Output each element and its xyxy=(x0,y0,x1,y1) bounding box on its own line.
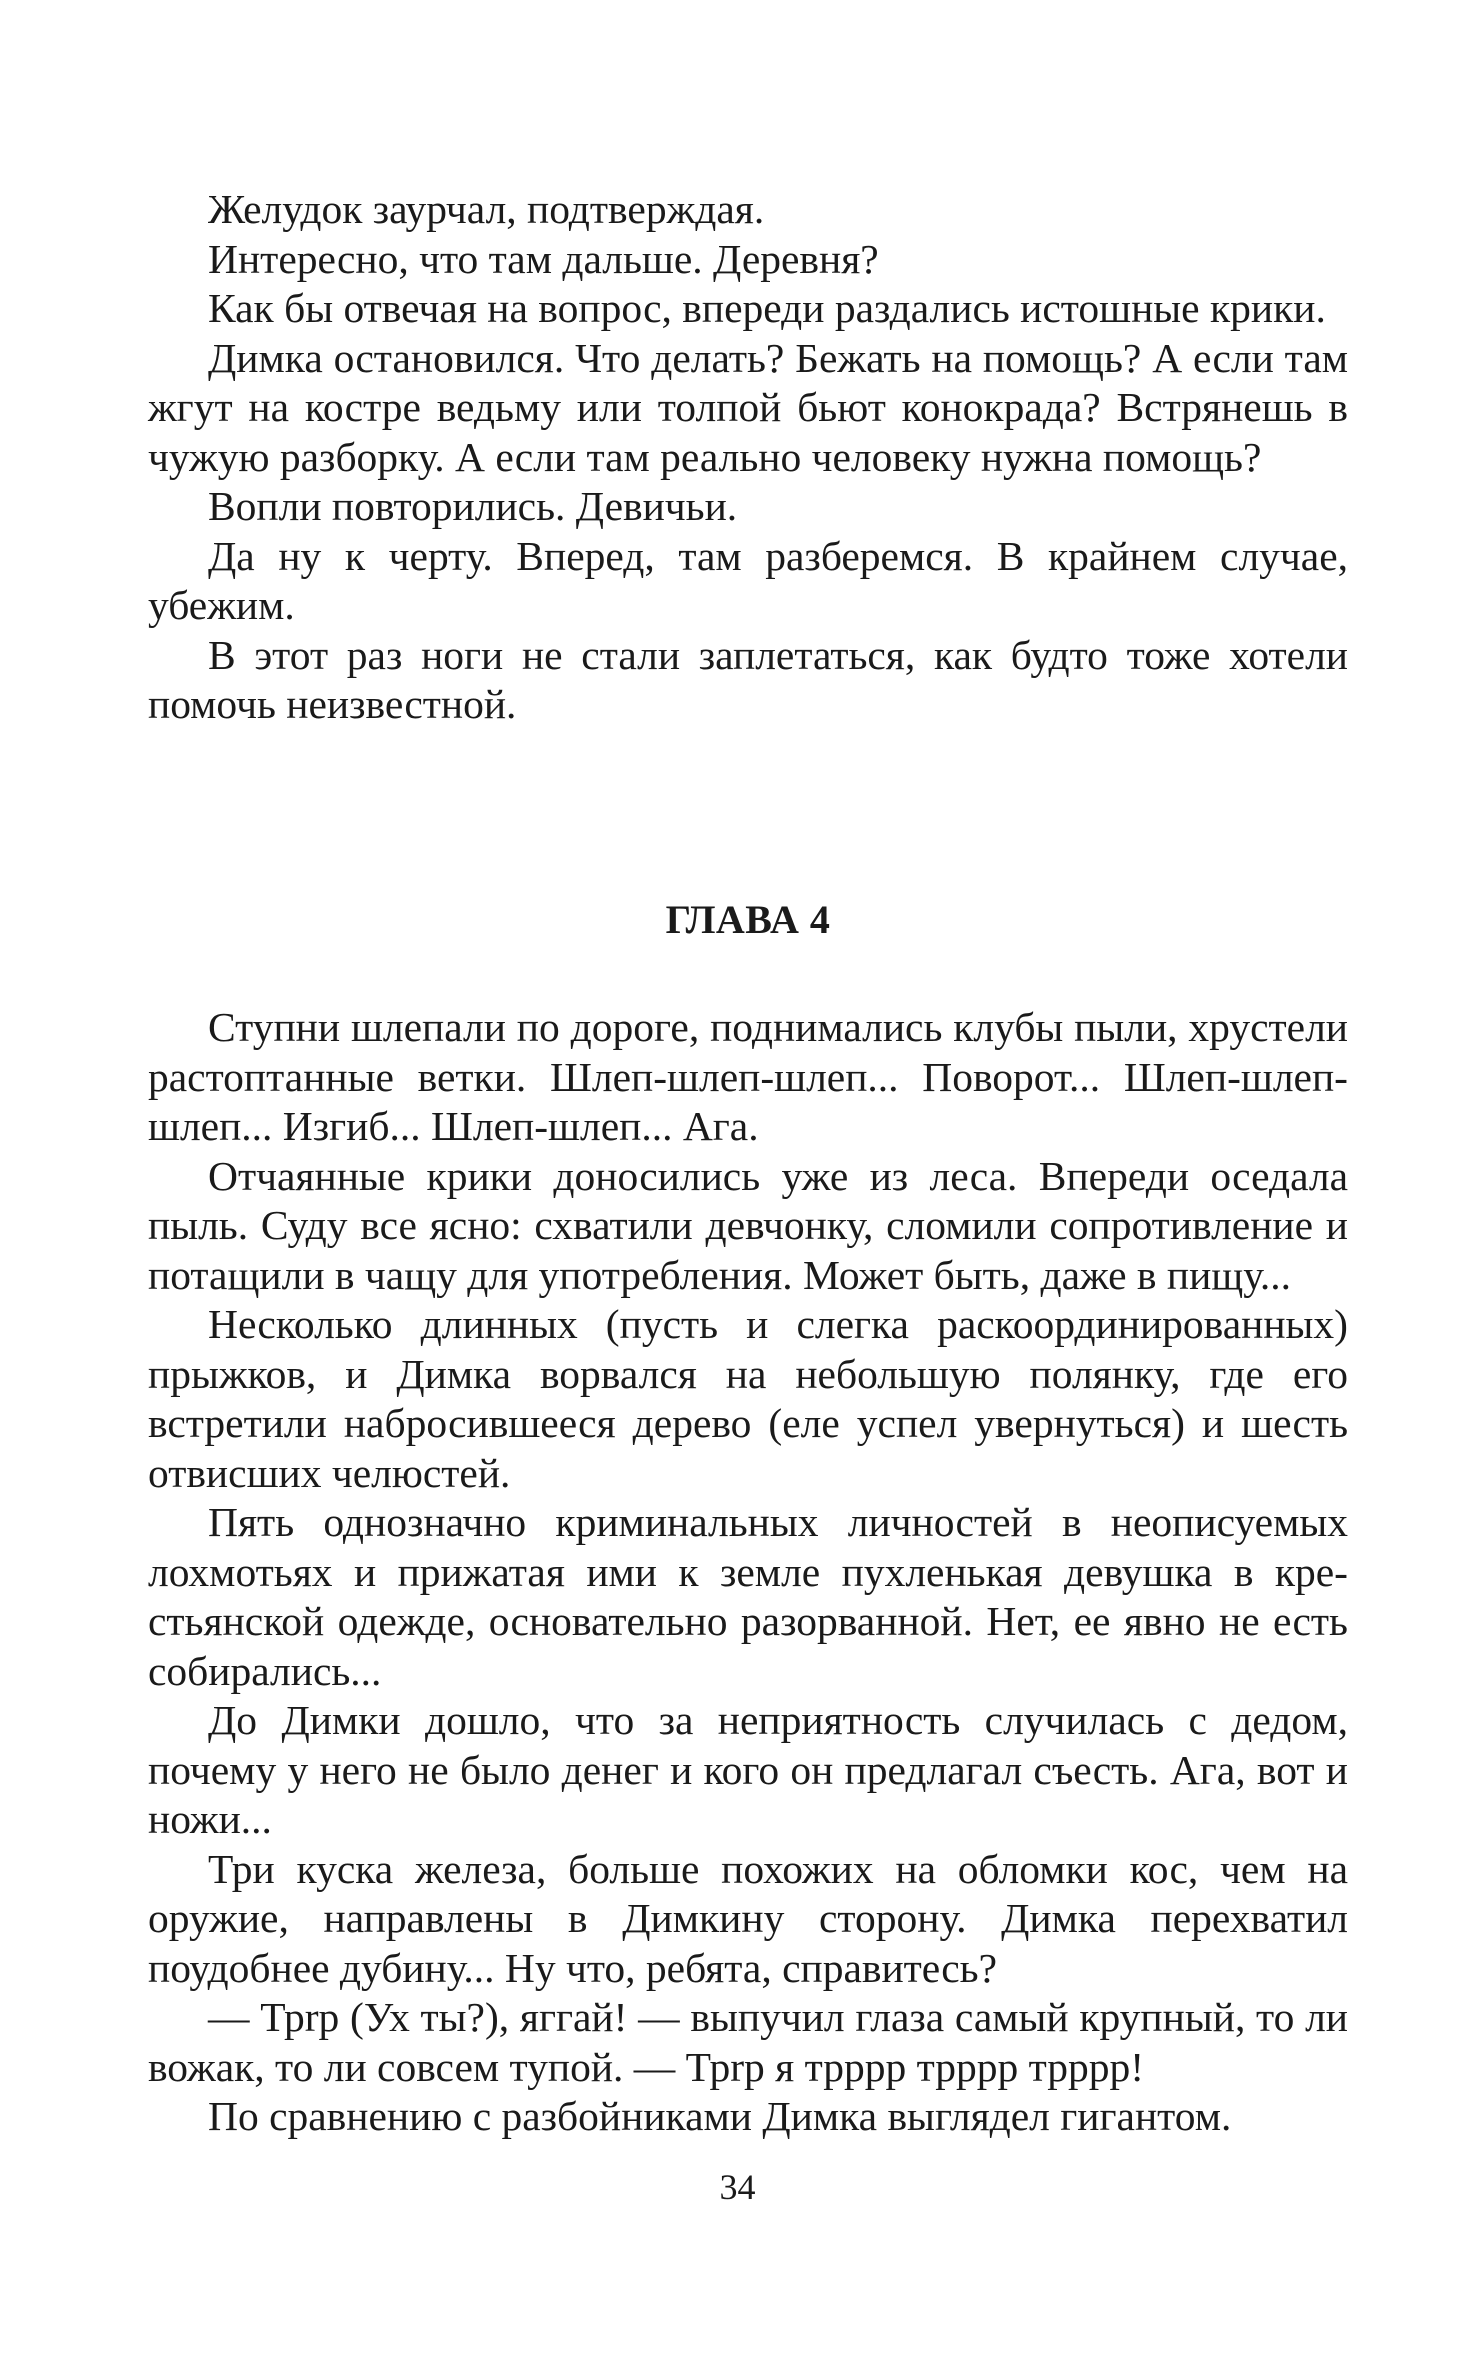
paragraph: Три куска железа, больше похожих на обломки кос, чем на оружие, направлены в Димкину сторону. Димка перехватил поудобнее дубину... Ну что, ребята, справитесь? xyxy=(148,1845,1348,1991)
paragraph: Отчаянные крики доносились уже из леса. Впереди оседала пыль. Суду все ясно: схватили девчонку, сломили сопротивление и потащили в чащу для употребления. Может быть, даже в пищу... xyxy=(148,1152,1348,1298)
chapter-heading: ГЛАВА 4 xyxy=(665,897,831,942)
paragraph: До Димки дошло, что за неприятность случилась с дедом, почему у него не было денег и кого он предлагал съесть. Ага, вот и ножи... xyxy=(148,1697,1348,1842)
paragraph: — Трrр (Ух ты?), яггай! — выпучил глаза самый крупный, то ли вожак, то ли совсем тупой. — Трrр я трррр трррр трррр! xyxy=(148,1994,1348,2090)
paragraph: Пять однозначно криминальных личностей в неописуемых лохмотьях и прижатая ими к земле пухленькая девушка в крестьянской одежде, основательно разорванной. Нет, ее явно не есть собирались... xyxy=(148,1499,1348,1694)
paragraph: Как бы отвечая на вопрос, впереди раздались истошные крики. xyxy=(208,285,1326,331)
paragraph: Ступни шлепали по дороге, поднимались клубы пыли, хрустели растоптанные ветки. Шлеп-шлеп-шлеп... Поворот... Шлеп-шлеп-шлеп... Изгиб... Шлеп-шлеп... Ага. xyxy=(148,1004,1348,1149)
paragraph: Вопли повторились. Девичьи. xyxy=(208,483,738,529)
paragraph: Димка остановился. Что делать? Бежать на помощь? А если там жгут на костре ведьму или толпой бьют конокрада? Встрянешь в чужую разборку. А если там реально человеку нужна помощь? xyxy=(148,334,1348,480)
text-block-chapter xyxy=(148,1003,1348,2142)
paragraph: В этот раз ноги не стали заплетаться, как будто тоже хотели помочь неизвестной. xyxy=(148,631,1348,727)
paragraph: Да ну к черту. Вперед, там разберемся. В крайнем случае, убежим. xyxy=(148,532,1348,628)
page-number: 34 xyxy=(719,2167,756,2207)
paragraph: По сравнению с разбойниками Димка выглядел гигантом. xyxy=(208,2093,1232,2139)
paragraph: Желудок заурчал, подтверждая. xyxy=(208,186,765,232)
paragraph: Интересно, что там дальше. Деревня? xyxy=(208,235,879,282)
text-block-top xyxy=(148,185,1348,730)
paragraph: Несколько длинных (пусть и слегка раскоординированных) прыжков, и Димка ворвался на небольшую полянку, где его встретили набросившееся дерево (еле успел увернуться) и шесть отвисших челюстей. xyxy=(148,1301,1348,1496)
